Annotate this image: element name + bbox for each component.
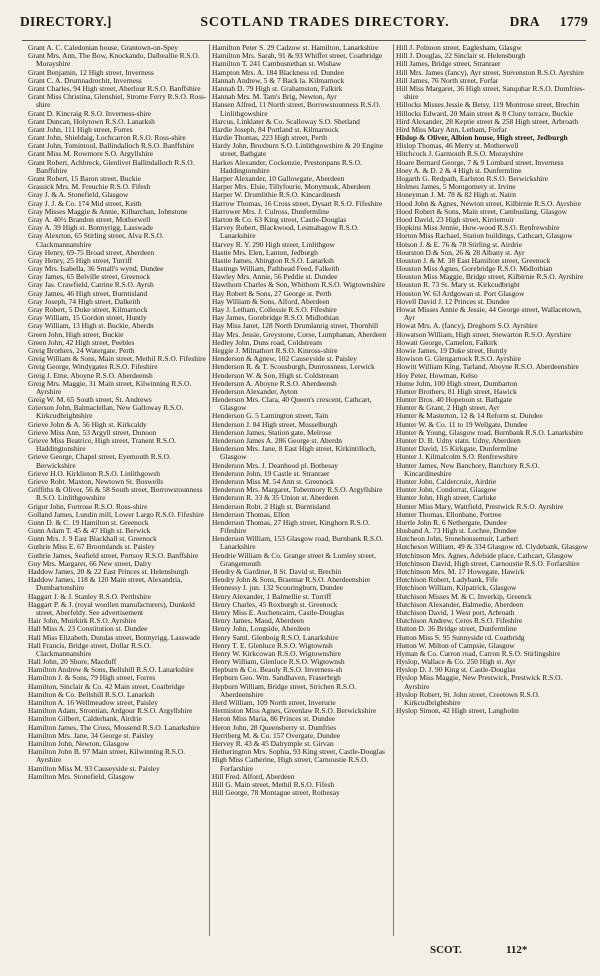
directory-entry: Henry T. E. Glenluce R.S.O. Wigtownsh: [212, 640, 333, 650]
directory-entry: Howison G. Glengarnock R.S.O. Ayrshire: [396, 354, 521, 364]
directory-entry: Grieve H.O. Kirkliston R.S.O. Linlithgowsh: [28, 468, 161, 478]
directory-entry: Hamilton James, The Cross, Mossend R.S.O. Lanarkshire: [28, 722, 200, 732]
directory-entry: Gray A. 39 High st. Bonnyrigg, Lasswade: [28, 223, 153, 233]
directory-entry: Husband A. 73 High st. Lochee, Dundee: [396, 526, 517, 536]
directory-entry: Heron John, 28 Queensberry st. Dumfries: [212, 722, 337, 732]
footer-right: 112*: [506, 944, 528, 956]
directory-entry: Gray Jas. Crawfield, Catrine R.S.O. Ayrsh: [28, 280, 154, 290]
directory-entry: Hill J. Polnoon street, Eaglesham, Glasgw: [396, 44, 522, 52]
directory-entry: Hoey A. & D. 2 & 4 High st. Dunfermline: [396, 165, 522, 175]
directory-entry: Hamilton, Sinclair & Co. 42 Main street, Coatbridge: [28, 681, 185, 691]
column-2: [212, 44, 392, 934]
directory-entry: Grieve John & A. 56 High st. Kirkcaldy: [28, 419, 147, 429]
column-divider-2: [393, 44, 394, 936]
directory-entry: Hetherington Mrs. Sophia, 93 King street, Castle-Douglas: [212, 747, 385, 757]
directory-entry: Hamilton & Co. Bellshill R.S.O. Lanarksh: [28, 689, 155, 699]
directory-entry: Henry Alexander, 1 Balmellie st. Turriff: [212, 591, 332, 601]
directory-entry: Heggie J. Milnathort R.S.O. Kinross-shire: [212, 345, 338, 355]
column-3: [396, 44, 588, 934]
directory-entry: Hedley John, Duns road, Coldstream: [212, 337, 322, 347]
directory-entry: Greig William & Sons, Main street, Methil R.S.O. Fifeshire: [28, 354, 206, 364]
directory-entry: Hood John & Agnes, Newton street, Kilbirnie R.S.O. Ayrshire: [396, 198, 582, 208]
directory-entry: Hamilton A. 16 Wellmeadow street, Paisley: [28, 698, 159, 707]
header-right: [510, 14, 588, 30]
directory-entry: Hyslop, Wallace & Co. 250 High st. Ayr: [396, 657, 516, 667]
directory-entry: Hay Miss Janet, 128 North Drumlanrig street, Thornhill: [212, 321, 379, 331]
directory-entry: Hunter David, 15 Kirkgate, Dunfermline: [396, 444, 518, 454]
directory-entry: Grant C. A. Drumnadrochit, Inverness: [28, 75, 142, 85]
directory-entry: Hunter D. B. Udny statn. Udny, Aberdeen: [396, 436, 521, 445]
directory-entry: Hill George, 78 Montague street, Rothesay: [212, 788, 340, 798]
directory-entry: Hourston D.& Son, 26 & 28 Albany st. Ayr: [396, 247, 525, 257]
column-1: [28, 44, 208, 934]
directory-entry: Henderson Thomas, 27 High street, Kinghorn R.S.O. Fifeshire: [212, 517, 370, 536]
directory-entry: Howat Misses Annie & Jessie, 44 George street, Wallacetown, Ayr: [396, 305, 582, 323]
directory-entry: Heron Miss Maria, 86 Princes st. Dundee: [212, 714, 336, 724]
directory-entry: Gray Misses Maggie & Annie, Kilbarchan, Johnstone: [28, 206, 188, 216]
directory-entry: Hampton Mrs. A. 184 Blackness rd. Dundee: [212, 67, 344, 77]
directory-entry: Henry James, Maud, Aberdeen: [212, 616, 304, 626]
directory-entry: Grant Robert, Achbreck, Glenlivet Ballindalloch R.S.O. Banffshire: [28, 157, 195, 175]
directory-entry: Gray J. J. & Co. 174 Mid street, Keith: [28, 198, 142, 208]
directory-entry: Henderson Mrs. J. Deanhood pl. Bothesay: [212, 460, 339, 470]
directory-entry: Grant Robert, 15 Baron street, Buckie: [28, 174, 141, 183]
directory-entry: Hill James, Bridge street, Stranraer: [396, 59, 501, 69]
directory-entry: Gunn Adam T. 45 & 47 High st. Berwick: [28, 526, 151, 536]
directory-entry: Hamilton Peter S. 29 Cadzow st. Hamilton, Lanarkshire: [212, 44, 379, 52]
directory-entry: Hendry & Gardiner, 8 St. David st. Brechin: [212, 567, 342, 576]
directory-entry: Hastie Mrs. Elen, Lanton, Jedburgh: [212, 247, 318, 257]
directory-entry: Howitt William King, Tarland, Aboyne R.S.O. Aberdeenshire: [396, 362, 579, 372]
directory-entry: Grant Benjamin, 12 High street, Inverness: [28, 67, 154, 77]
directory-entry: Henderson James A. 286 George st. Aberdn: [212, 436, 342, 445]
directory-entry: Hunter John, Condorrat, Glasgow: [396, 485, 497, 495]
directory-entry: Henry Charles, 45 Roxburgh st. Greenock: [212, 599, 338, 609]
directory-entry: Hunter John, High street, Carluke: [396, 493, 497, 503]
directory-entry: Harper Mrs. Elsie, Tillyfourie, Monymusk, Aberdeen: [212, 182, 371, 192]
directory-entry: Gunn D. & C. 19 Hamilton st. Greenock: [28, 517, 149, 527]
directory-entry: Haggart P. & J. (royal woollen manufacturers), Dunkeld street, Aberfeldy. See advertisement: [28, 599, 195, 617]
directory-entry: Hepburn William, Bridge street, Strichen R.S.O. Aberdeenshire: [212, 681, 357, 699]
directory-entry: Hamilton Mrs. Sarah, 91 & 93 Whiffet street, Coatbridge: [212, 51, 383, 61]
directory-entry: Harrow Thomas, 16 Cross street, Dysart R.S.O. Fifeshire: [212, 198, 383, 208]
directory-entry: Henderson Robt. 2 High st. Burntisland: [212, 501, 330, 511]
directory-entry: Gray William, 15 Gordon street, Huntly: [28, 313, 147, 323]
directory-entry: Hunter W. & Co. 11 to 19 Wellgate, Dundee: [396, 419, 528, 429]
directory-entry: Hamilton Gilbert, Calderbank, Airdrie: [28, 714, 142, 724]
directory-entry: Hay William & Sons, Alford, Aberdeen: [212, 296, 330, 306]
directory-entry: Hill Mrs. James (fancy), Ayr street, Stevenston R.S.O. Ayrshire: [396, 67, 584, 77]
directory-entry: Hepburn & Co. Beauly R.S.O. Inverness-sh: [212, 665, 343, 675]
directory-entry: Gray Mrs. Isabella, 36 Small's wynd, Dundee: [28, 264, 164, 274]
page-number: 1779: [559, 14, 588, 29]
directory-entry: Grant Mrs. Ann, The Bow, Knockando, Dalbeallie R.S.O. Morayshire: [28, 51, 200, 69]
directory-entry: Hoare Bernard George, 7 & 9 Lombard street, Inverness: [396, 157, 564, 167]
directory-entry: Haddow James, 20 & 22 East Princes st. Helensburgh: [28, 567, 189, 576]
directory-entry: Henry John, Longside, Aberdeen: [212, 624, 311, 634]
directory-entry: Gray Henry, 25 High street, Turriff: [28, 255, 133, 265]
directory-entry: Harper Alexander, 10 Gallowgate, Aberdeen: [212, 174, 345, 183]
directory-entry: Hutchison Misses M. & C. Inverkip, Greenck: [396, 591, 532, 601]
directory-entry: Grant John, Tomintoul, Ballindalloch R.S.O. Banffshire: [28, 141, 195, 151]
directory-entry: Hogarth G. Redpath, Earlston R.S.O. Berwickshire: [396, 174, 549, 183]
directory-entry: Holmes James, 5 Montgomery st. Irvine: [396, 182, 516, 192]
directory-entry: Greig Mrs. Maggie, 31 Main street, Kilwinning R.S.O. Ayrshire: [28, 378, 192, 396]
directory-entry: Howat Mrs. A. (fancy), Dreghorn S.O. Ayrshire: [396, 321, 538, 331]
directory-entry: Grant Miss Christina, Glenshiel, Strome Ferry R.S.O. Ross-shire: [28, 92, 207, 110]
directory-entry: Hutchison Alexander, Balmedie, Aberdeen: [396, 599, 524, 609]
directory-entry: Henderson & Agnew, 102 Causeyside st. Paisley: [212, 354, 357, 364]
directory-entry: Griffiths & Oliver, 56 & 58 South street, Borrowstounness R.S.O. Linlithgowshire: [28, 485, 203, 503]
directory-entry: Hislop Thomas, 46 Merry st. Motherwell: [396, 141, 519, 151]
header-rule: [22, 40, 586, 41]
directory-entry: Gray A. 40½ Brandon street, Motherwell: [28, 214, 151, 224]
directory-entry: Hutchison William, Kilpatrick, Glasgow: [396, 583, 517, 593]
directory-entry: Hunter & Masterton, 12 & 14 Reform st. Dundee: [396, 411, 543, 421]
directory-entry: Guthrie James, Seafield street, Portsoy R.S.O. Banffshire: [28, 550, 199, 560]
page-footer: [0, 944, 600, 960]
directory-entry: Gray Joseph, 74 High street, Dalkeith: [28, 296, 141, 306]
directory-entry: Hutton Miss S. 95 Sunnyside rd. Coatbridg: [396, 632, 525, 642]
directory-entry: Hunter James, New Banchory, Banchory R.S.O. Kincardineshire: [396, 460, 540, 478]
directory-entry: Harcus, Linklater & Co. Scalloway S.O. Shetland: [212, 116, 360, 126]
directory-entry: Houston R. 73 St. Mary st. Kirkcudbright: [396, 280, 520, 290]
section-label: DRA: [509, 14, 540, 29]
directory-entry: Hill J. Douglas, 22 Sinclair st. Helensburgh: [396, 51, 526, 61]
directory-entry: Hunter John, Caldercruix, Airdrie: [396, 476, 497, 486]
header-left: DIRECTORY.]: [20, 14, 112, 29]
directory-entry: Hutchinson Mrs. Agnes, Adelside place, Cathcart, Glasgow: [396, 550, 573, 560]
directory-entry: Hitchcock J. Garmouth R.S.O. Morayshire: [396, 149, 524, 159]
directory-entry: Grant Charles, 94 High street, Aberlour R.S.O. Banffshire: [28, 83, 201, 93]
directory-entry: Hall Francis, Bridge street, Dollar R.S.O. Clackmannanshire: [28, 640, 152, 658]
directory-entry: Hyman & Co. Carron road, Carron R.S.O. Stirlingshire: [396, 648, 561, 658]
directory-entry: Hutchison David, 1 West port, Arbroath: [396, 607, 515, 617]
page-title: SCOTLAND TRADES DIRECTORY.: [200, 15, 450, 30]
directory-entry: Hunter & Grant, 2 High street, Ayr: [396, 403, 500, 413]
directory-entry: Hutton W. Milton of Campsie, Glasgow: [396, 640, 515, 650]
directory-entry: Hervey R. 43 & 45 Dalrymple st. Girvan: [212, 738, 334, 748]
directory-entry: Hall Miss A. 23 Constitution st. Dundee: [28, 624, 148, 634]
directory-entry: Hopkins Miss Jennie, How-wood R.S.O. Renfrewshire: [396, 223, 560, 233]
directory-entry: Grant John, 111 High street, Forres: [28, 124, 133, 134]
directory-entry: Henderson W. & Son, High st. Coldstream: [212, 370, 339, 380]
directory-entry: Hardie Joseph, 84 Portland st. Kilmarnock: [212, 124, 339, 134]
directory-entry: Hastie James, Abington R.S.O. Lanarksh: [212, 255, 334, 265]
directory-entry: Hardy John, Broxburn S.O. Linlithgowshire & 20 Engine street, Bathgate: [212, 141, 384, 159]
directory-entry: Hardie Thomas, 223 High street, Perth: [212, 133, 327, 143]
directory-entry: Grigor John, Fortrose R.S.O. Ross-shire: [28, 501, 148, 511]
directory-entry: Harper W. Drumlithie R.S.O. Kincardinesh: [212, 190, 341, 200]
directory-entry: Hamilton John B. 97 Main street, Kilwinning R.S.O. Ayrshire: [28, 747, 186, 765]
directory-entry: Harvey Robert, Blackwood, Lesmahagow R.S.O. Lanarkshire: [212, 223, 359, 241]
directory-entry: Henderson R. 33 & 35 Union st. Aberdeen: [212, 493, 339, 503]
directory-entry: Hair John, Muirkirk R.S.O. Ayrshire: [28, 616, 137, 626]
directory-entry: Grieve George, Chapel street, Eyemouth R.S.O. Berwickshire: [28, 452, 171, 470]
directory-entry: Hovell David J. 12 Princes st. Dundee: [396, 296, 510, 306]
directory-entry: Henderson Mrs. Clara, 40 Queen's crescent, Cathcart, Glasgow: [212, 395, 372, 413]
directory-entry: Hermiston Miss Agnes, Greenlaw R.S.O. Berwickshire: [212, 706, 377, 716]
directory-entry: Hyslop Robert, St. John street, Creetown R.S.O. Kirkcudbrightshire: [396, 689, 540, 707]
directory-entry: Herriberg M. & Co. 157 Overgate, Dundee: [212, 730, 340, 740]
directory-entry: Hastings William, Pathhead Feed, Falkeith: [212, 264, 340, 274]
directory-entry: Hay Robert & Sons, 27 George st. Perth: [212, 288, 332, 298]
directory-entry: Hyslop D. J. 90 King st. Castle-Douglas: [396, 665, 516, 675]
directory-entry: Hood David, 23 High street, Kirriemuir: [396, 214, 514, 224]
directory-entry: Hunter Miss Mary, Wattfield, Prestwick R.S.O. Ayrshire: [396, 501, 564, 511]
directory-entry: Hamilton John, Newton, Glasgow: [28, 738, 130, 748]
directory-entry: Henderson James, Station gate, Melrose: [212, 427, 332, 437]
directory-entry: Hutchinson David, High street, Carnoustie R.S.O. Forfarshire: [396, 558, 580, 568]
directory-entry: Hillocks Misses Jessie & Betsy, 119 Montrose street, Brechin: [396, 100, 580, 110]
directory-entry: Hill Fred. Alford, Aberdeen: [212, 771, 295, 781]
directory-entry: Henderson G. 5 Lamington street, Tain: [212, 411, 329, 421]
directory-entry: Hume John, 100 High street, Dumbarton: [396, 378, 518, 388]
directory-entry: Hamilton Adam, Strontian, Ardgour R.S.O. Argyllshire: [28, 706, 193, 716]
directory-entry: Haggart J. & J. Stanley R.S.O. Perthshire: [28, 591, 151, 601]
directory-entry: Henderson Alexander, Ayton: [212, 386, 298, 396]
directory-entry: Hawthorn Charles & Son, Whithorn R.S.O. Wigtownshire: [212, 280, 385, 290]
directory-entry: Hunter J. Kilmalcolm S.O. Renfrewshire: [396, 452, 518, 462]
column-divider-1: [209, 44, 210, 936]
directory-entry: Hill James, 76 North street, Forfar: [396, 75, 499, 85]
directory-entry: Houston Miss Agnes, Gorebridge R.S.O. Midlothian: [396, 264, 553, 274]
directory-entry: Grant D. Kincraig R.S.O. Inverness-shire: [28, 108, 152, 118]
directory-entry: Hepburn Geo. Wm. Sandhaven, Fraserbrgh: [212, 673, 341, 683]
directory-entry: Haddow James, 118 & 120 Main street, Alexandria, Dumbartonshire: [28, 575, 183, 593]
directory-entry: Hay Mrs. Jessie, Greystone, Corse, Lumphanan, Aberdeen: [212, 329, 387, 339]
directory-entry: Hamilton Miss M. 93 Causeyside st. Paisley: [28, 763, 160, 773]
directory-entry: Golland James, Lundin mill, Lower Largo R.S.O. Fifeshire: [28, 509, 204, 519]
directory-entry: Howatt George, Camelon, Falkirk: [396, 337, 498, 347]
directory-entry: Gray Henry, 69-75 Broad street, Aberdeen: [28, 247, 155, 257]
directory-entry: Greig J. Etne, Aboyne R.S.O. Aberdeensh: [28, 370, 153, 380]
directory-entry: Hansen Alfred, 11 North street, Borrowstounness R.S.O. Linlithgowshire: [212, 100, 381, 118]
directory-entry: Grieve Miss Ann, 53 Argyll street, Dunoon: [28, 427, 157, 437]
directory-entry: Hurrle John R. 6 Nethergate, Dundee: [396, 517, 507, 527]
directory-entry: Henderson J. 84 High street, Musselburgh: [212, 419, 338, 429]
directory-entry: Harton & Co. 63 King street, Castle-Douglas: [212, 214, 347, 224]
directory-entry: Hird Alexander, 28 Keptie street & 258 High street, Arbroath: [396, 116, 579, 126]
directory-entry: Henderson Mrs. Jane, 8 East High street, Kirkintilloch, Glasgow: [212, 444, 376, 462]
directory-entry: Guthrie Miss E. 67 Broomlands st. Paisley: [28, 542, 155, 552]
directory-entry: Henry Miss E. Auchencairn, Castle-Douglas: [212, 607, 345, 617]
directory-entry: Hutchinson Mrs. M. 17 Howegate, Hawick: [396, 567, 525, 576]
directory-entry: Hyslop Miss Maggie, New Prestwick, Prestwick R.S.O. Ayrshire: [396, 673, 563, 691]
directory-entry: Hird Miss Mary Ann, Letham, Forfar: [396, 124, 507, 134]
directory-entry: Howie James, 19 Duke street, Huntly: [396, 345, 508, 355]
directory-entry: Hunter Thomas, Ellonbane, Portree: [396, 509, 502, 519]
directory-entry: Hood Robert & Sons, Main street, Cambuslang, Glasgow: [396, 206, 568, 216]
directory-entry: Hendry John & Sons, Braemar R.S.O. Aberdeenshire: [212, 575, 371, 585]
directory-entry: Harkes Alexander, Cockenzie, Prestonpans R.S.O. Haddingtonshire: [212, 157, 362, 175]
directory-entry: Hutchison Andrew, Ceres R.S.O. Fifeshire: [396, 616, 523, 626]
directory-entry: Grant Miss M. Rowmore S.O. Argyllshire: [28, 149, 154, 159]
directory-entry: Henderson Thomas, Ellon: [212, 509, 290, 519]
directory-entry: Hislop & Oliver, Albion house, High street, Jedburgh: [396, 133, 568, 143]
directory-entry: Hutton D. 36 Bridge street, Dunfermline: [396, 624, 517, 634]
directory-entry: Hunter Bros. 40 Hopetoun st. Bathgate: [396, 395, 512, 405]
directory-entry: Greig George, Windygates R.S.O. Fifeshire: [28, 362, 158, 372]
directory-entry: Herd William, 109 North street, Inverurie: [212, 698, 336, 707]
directory-entry: Hotson J. & E. 76 & 78 Stirling st. Airdrie: [396, 239, 523, 249]
directory-entry: Houston Miss Maggie, Bridge street, Kilbirnie R.S.O. Ayrshire: [396, 272, 584, 282]
directory-entry: Greig Brothers, 24 Watergate, Perth: [28, 345, 135, 355]
directory-entry: Harrower Mrs. J. Culross, Dunfermline: [212, 206, 330, 216]
directory-entry: Gunn Mrs. J. 9 East Blackhall st. Greenock: [28, 534, 157, 544]
directory-entry: Hunter & Young, Glasgow road, Burnbank R.S.O. Lanarkshire: [396, 427, 583, 437]
directory-entry: Henderson William, 153 Glasgow road, Burnbank R.S.O. Lanarkshire: [212, 534, 384, 552]
directory-entry: Grieve Miss Beatrice, High street, Tranent R.S.O. Haddingtonshire: [28, 436, 177, 454]
directory-entry: Grieve Robt. Maxton, Newtown St. Boswells: [28, 476, 164, 486]
directory-entry: Hutchison Robert, Ladybank, Fife: [396, 575, 498, 585]
directory-entry: Gray James, 46 High street, Burntisland: [28, 288, 148, 298]
directory-entry: Houston W. 63 Ardgowan st. Port Glasgow: [396, 288, 525, 298]
directory-entry: Grant A. C. Caledonian house, Grantown-on-Spey: [28, 44, 178, 52]
directory-entry: Hamilton Mrs. Jane, 34 George st. Paisley: [28, 730, 154, 740]
directory-entry: Hay James, Gorebridge R.S.O. Midlothian: [212, 313, 339, 323]
footer-left: SCOT.: [430, 944, 462, 956]
directory-entry: Henderson John, 19 Castle st. Stranraer: [212, 468, 330, 478]
directory-entry: High Miss Catherine, High street, Carnoustie R.S.O. Forfarshire: [212, 755, 369, 773]
directory-entry: Hyslop Simon, 42 High street, Langholm: [396, 706, 519, 716]
directory-entry: Gray Alexrton, 65 Stirling street, Alva R.S.O. Clackmannanshire: [28, 231, 164, 249]
directory-entry: Henderson Mrs. Margaret, Tobermory R.S.O. Argyllshire: [212, 485, 383, 495]
directory-entry: Grassick Mrs. M. Freuchie R.S.O. Fifesh: [28, 182, 151, 192]
directory-entry: Hillocks Edward, 20 Main street & 8 Cluny terrace, Buckie: [396, 108, 574, 118]
directory-entry: Henderson A. Aboyne R.S.O. Aberdeensh: [212, 378, 337, 388]
directory-entry: Howatson William, High street, Stewarton R.S.O. Ayrshire: [396, 329, 572, 339]
directory-entry: Hall Miss Elizabeth, Dundas street, Bonnyrigg, Lasswade: [28, 632, 201, 642]
directory-entry: Gray William, 13 High st. Buckie, Aberdn: [28, 321, 154, 331]
directory-entry: Horton Miss Rachael, Station buildings, Cathcart, Glasgow: [396, 231, 573, 241]
directory-entry: Hunter Brothers, 81 High street, Hawick: [396, 386, 517, 396]
directory-entry: Hamilton T. 241 Cambusnethan st. Wishaw: [212, 59, 342, 69]
directory-entry: Hall John, 20 Shore, Macduff: [28, 657, 117, 667]
directory-entry: Hill Miss Margaret, 36 High street, Sanquhar R.S.O. Dumfries-shire: [396, 83, 585, 102]
directory-entry: Guy Mrs. Margaret, 66 New street, Dalry: [28, 558, 152, 568]
directory-entry: Henry William, Glenluce R.S.O. Wigtownsh: [212, 657, 345, 667]
directory-entry: Hoy Peter, Howman, Kelso: [396, 370, 478, 380]
directory-entry: Grant Duncan, Holytown R.S.O. Lanarksh: [28, 116, 155, 126]
directory-entry: Green John, 42 High street, Peebles: [28, 337, 135, 347]
directory-entry: Hutcheson William, 49 & 334 Glasgow rd. Clydebank, Glasgow: [396, 542, 588, 552]
directory-entry: Hennessy J. jun. 132 Scouringburn, Dundee: [212, 583, 343, 593]
directory-entry: Harvey R. Y. 290 High street, Linlithgow: [212, 239, 335, 249]
directory-entry: Henry W. Kirkcowan R.S.O. Wigtownshire: [212, 648, 341, 658]
directory-entry: Hannah Andrew, 5 & 7 Back la. Kilmarnock: [212, 75, 345, 85]
directory-entry: Gray Robert, 5 Duke street, Kilmarnock: [28, 305, 148, 314]
directory-entry: Houston J. & M. 38 East Hamilton street, Greenock: [396, 255, 551, 265]
directory-entry: Henderson R. & T. Scousburgh, Dunrossness, Lerwick: [212, 362, 375, 372]
directory-entry: Hamilton Mrs. Stonefield, Glasgow: [28, 771, 135, 781]
directory-entry: Grierson John, Balmaclellan, New Galloway R.S.O. Kirkcudbrightshire: [28, 403, 184, 421]
directory-entry: Hendrie William & Co. Grange street & Lumley street, Grangemouth: [212, 550, 376, 568]
directory-entry: Gray J. & A. Stonefield, Glasgow: [28, 190, 129, 200]
directory-entry: Hannah D. 79 High st. Grahamston, Falkirk: [212, 83, 343, 93]
directory-entry: Grant John, Shieldaig, Lochcarron R.S.O. Ross-shire: [28, 133, 186, 143]
directory-entry: Hannah Mrs. M. Tam's Brig, Newton, Ayr: [212, 92, 337, 102]
directory-entry: Hay J. Letham, Collessie R.S.O. Fifeshire: [212, 305, 337, 314]
directory-entry: Green John, High street, Buckie: [28, 329, 124, 339]
directory-entry: Hamilton Andrew & Sons, Bellshill R.S.O. Lanarkshire: [28, 665, 194, 675]
directory-entry: Hill G. Main street, Methil R.S.O. Fifesh: [212, 779, 335, 789]
directory-entry: Honeyman J. M. 78 & 82 High st. Nairn: [396, 190, 517, 200]
directory-entry: Hamilton J. & Sons, 79 High street, Forres: [28, 673, 156, 683]
directory-entry: Henry Saml. Glenboig R.S.O. Lanarkshire: [212, 632, 339, 642]
directory-entry: Hawley Mrs. Annie, 56 Peddie st. Dundee: [212, 272, 338, 282]
page-header: [20, 14, 588, 38]
directory-entry: Gray James, 65 Belville street, Greenock: [28, 272, 151, 282]
directory-entry: Greig W. M. 65 South street, St. Andrews: [28, 395, 152, 405]
directory-entry: Henderson Miss M. 54 Ann st. Greenock: [212, 476, 334, 486]
directory-entry: Hutcheon John, Stonehousemuir, Larbert: [396, 534, 519, 544]
